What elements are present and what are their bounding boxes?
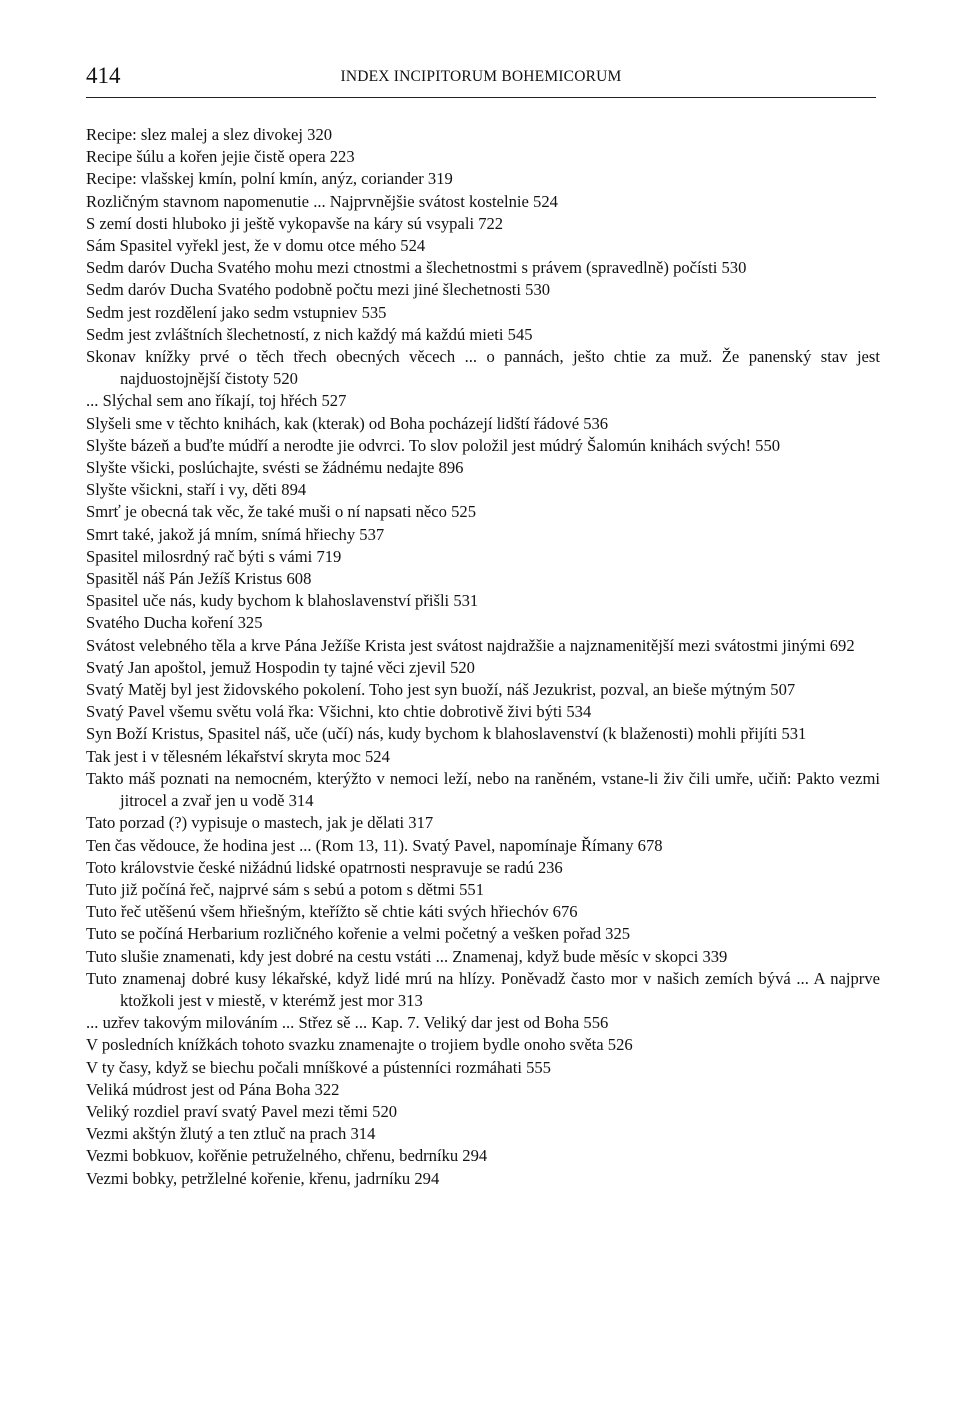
index-entry: Takto máš poznati na nemocném, kterýžto v nemoci leží, nebo na raněném, vstane-li živ čili umře, učiň: Pakto vezmi jitrocel a zvař jen u vodě 314: [86, 768, 880, 811]
index-entry: Spasitel milosrdný rač býti s vámi 719: [86, 546, 342, 566]
index-entry: Svatého Ducha koření 325: [86, 613, 263, 633]
index-entry: Ten čas vědouce, že hodina jest ... (Rom 13, 11). Svatý Pavel, napomínaje Římany 678: [86, 835, 663, 855]
header-rule: [86, 97, 876, 98]
index-entry: Sám Spasitel vyřekl jest, že v domu otce mého 524: [86, 236, 426, 256]
index-entry: Svatý Jan apoštol, jemuž Hospodin ty tajné věci zjevil 520: [86, 657, 475, 677]
index-entry: Veliká múdrost jest od Pána Boha 322: [86, 1079, 340, 1099]
index-entry: Sedm daróv Ducha Svatého podobně počtu mezi jiné šlechetnosti 530: [86, 280, 551, 300]
index-entry: Tato porzad (?) vypisuje o mastech, jak je dělati 317: [86, 813, 434, 833]
index-entry: Svatý Matěj byl jest židovského pokolení. Toho jest syn buoží, náš Jezukrist, pozval, an bieše mýtným 507: [86, 680, 796, 700]
index-entry: Vezmi akštýn žlutý a ten ztluč na prach 314: [86, 1124, 376, 1144]
index-entry: Svatý Pavel všemu světu volá řka: Všichni, kto chtie dobrotivě živi býti 534: [86, 702, 592, 722]
index-entry: Vezmi bobkuov, kořěnie petruželného, chřenu, bedrníku 294: [86, 1146, 488, 1166]
index-entry: Tak jest i v tělesném lékařství skryta moc 524: [86, 746, 390, 766]
index-entry: ... Slýchal sem ano říkají, toj hřéch 527: [86, 391, 347, 411]
index-entry: Spasitel uče nás, kudy bychom k blahoslavenství přišli 531: [86, 591, 479, 611]
index-entry: Tuto řeč utěšenú všem hřiešným, kteřížto sě chtie káti svých hřiechóv 676: [86, 902, 578, 922]
index-entry: Tuto slušie znamenati, kdy jest dobré na cestu vstáti ... Znamenaj, když bude měsíc v skopci 339: [86, 946, 728, 966]
index-entry: Spasitěl náš Pán Ježíš Kristus 608: [86, 569, 312, 589]
index-entry: Rozličným stavnom napomenutie ... Najprvnějšie svátost kostelnie 524: [86, 191, 558, 211]
index-entry: Recipe: vlašskej kmín, polní kmín, anýz, coriander 319: [86, 169, 453, 189]
index-entry: Recipe: slez malej a slez divokej 320: [86, 125, 333, 144]
index-entry: Slyšte všickni, staří i vy, děti 894: [86, 480, 307, 500]
index-entry: Slyšeli sme v těchto knihách, kak (kterak) od Boha pocházejí lidští řádové 536: [86, 413, 609, 433]
index-entry: Tuto se počíná Herbarium rozličného kořenie a velmi početný a vešken pořad 325: [86, 924, 631, 944]
page-number: 414: [86, 63, 121, 88]
index-entry: Slyšte všicki, poslúchajte, svésti se žádnému nedajte 896: [86, 458, 464, 478]
index-entry: Tuto znamenaj dobré kusy lékařské, když lidé mrú na hlízy. Poněvadž často mor v našich zemích bývá ... A najprve ktožkoli jest v miestě, v kterémž jest mor 313: [86, 968, 880, 1010]
index-entry: Toto královstvie české nižádnú lidské opatrnosti nespravuje se radú 236: [86, 857, 563, 877]
index-entry: Vezmi bobky, petržlelné kořenie, křenu, jadrníku 294: [86, 1168, 440, 1188]
index-entry: Tuto již počíná řeč, najprvé sám s sebú a potom s dětmi 551: [86, 879, 485, 899]
index-entry: V posledních knížkách tohoto svazku znamenajte o trojiem bydle onoho světa 526: [86, 1035, 633, 1055]
index-entry: ... uzřev takovým milováním ... Střez sě ... Kap. 7. Veliký dar jest od Boha 556: [86, 1013, 609, 1033]
index-entry: Sedm jest zvláštních šlechetností, z nich každý má každú mieti 545: [86, 324, 533, 344]
index-entry-list: [86, 124, 880, 1190]
index-entry: Smrť je obecná tak věc, že také muši o ní napsati něco 525: [86, 502, 477, 522]
index-entry: V ty časy, když se biechu počali mníškové a pústenníci rozmáhati 555: [86, 1057, 551, 1077]
index-entry: Sedm daróv Ducha Svatého mohu mezi ctnostmi a šlechetnostmi s právem (spravedlně) počísti 530: [86, 258, 747, 278]
index-entry: Smrt také, jakož já mním, snímá hřiechy 537: [86, 524, 385, 544]
index-entry: Skonav knížky prvé o těch třech obecných věcech ... o pannách, ješto chtie za muž. Že panenský stav jest najduostojnější čistoty 520: [86, 347, 880, 389]
index-entry: Veliký rozdiel praví svatý Pavel mezi těmi 520: [86, 1101, 398, 1121]
index-entry: S zemí dosti hluboko ji ještě vykopavše na káry sú vsypali 722: [86, 213, 504, 233]
index-entry: Syn Boží Kristus, Spasitel náš, uče (učí) nás, kudy bychom k blahoslavenství (k blaženosti) mohli přijíti 531: [86, 724, 807, 744]
running-head: INDEX INCIPITORUM BOHEMICORUM: [340, 68, 622, 85]
index-entry: Recipe šúlu a kořen jejie čistě opera 223: [86, 147, 355, 167]
index-entry: Sedm jest rozdělení jako sedm vstupniev 535: [86, 302, 387, 322]
index-entry: Slyšte bázeň a buďte múdří a nerodte jie odvrci. To slov položil jest múdrý Šalomún knihách svých! 550: [86, 435, 781, 455]
page-header: [86, 62, 876, 98]
index-entry: Svátost velebného těla a krve Pána Ježíše Krista jest svátost najdražšie a najznamenitější mezi svátostmi jinými 692: [86, 635, 855, 655]
